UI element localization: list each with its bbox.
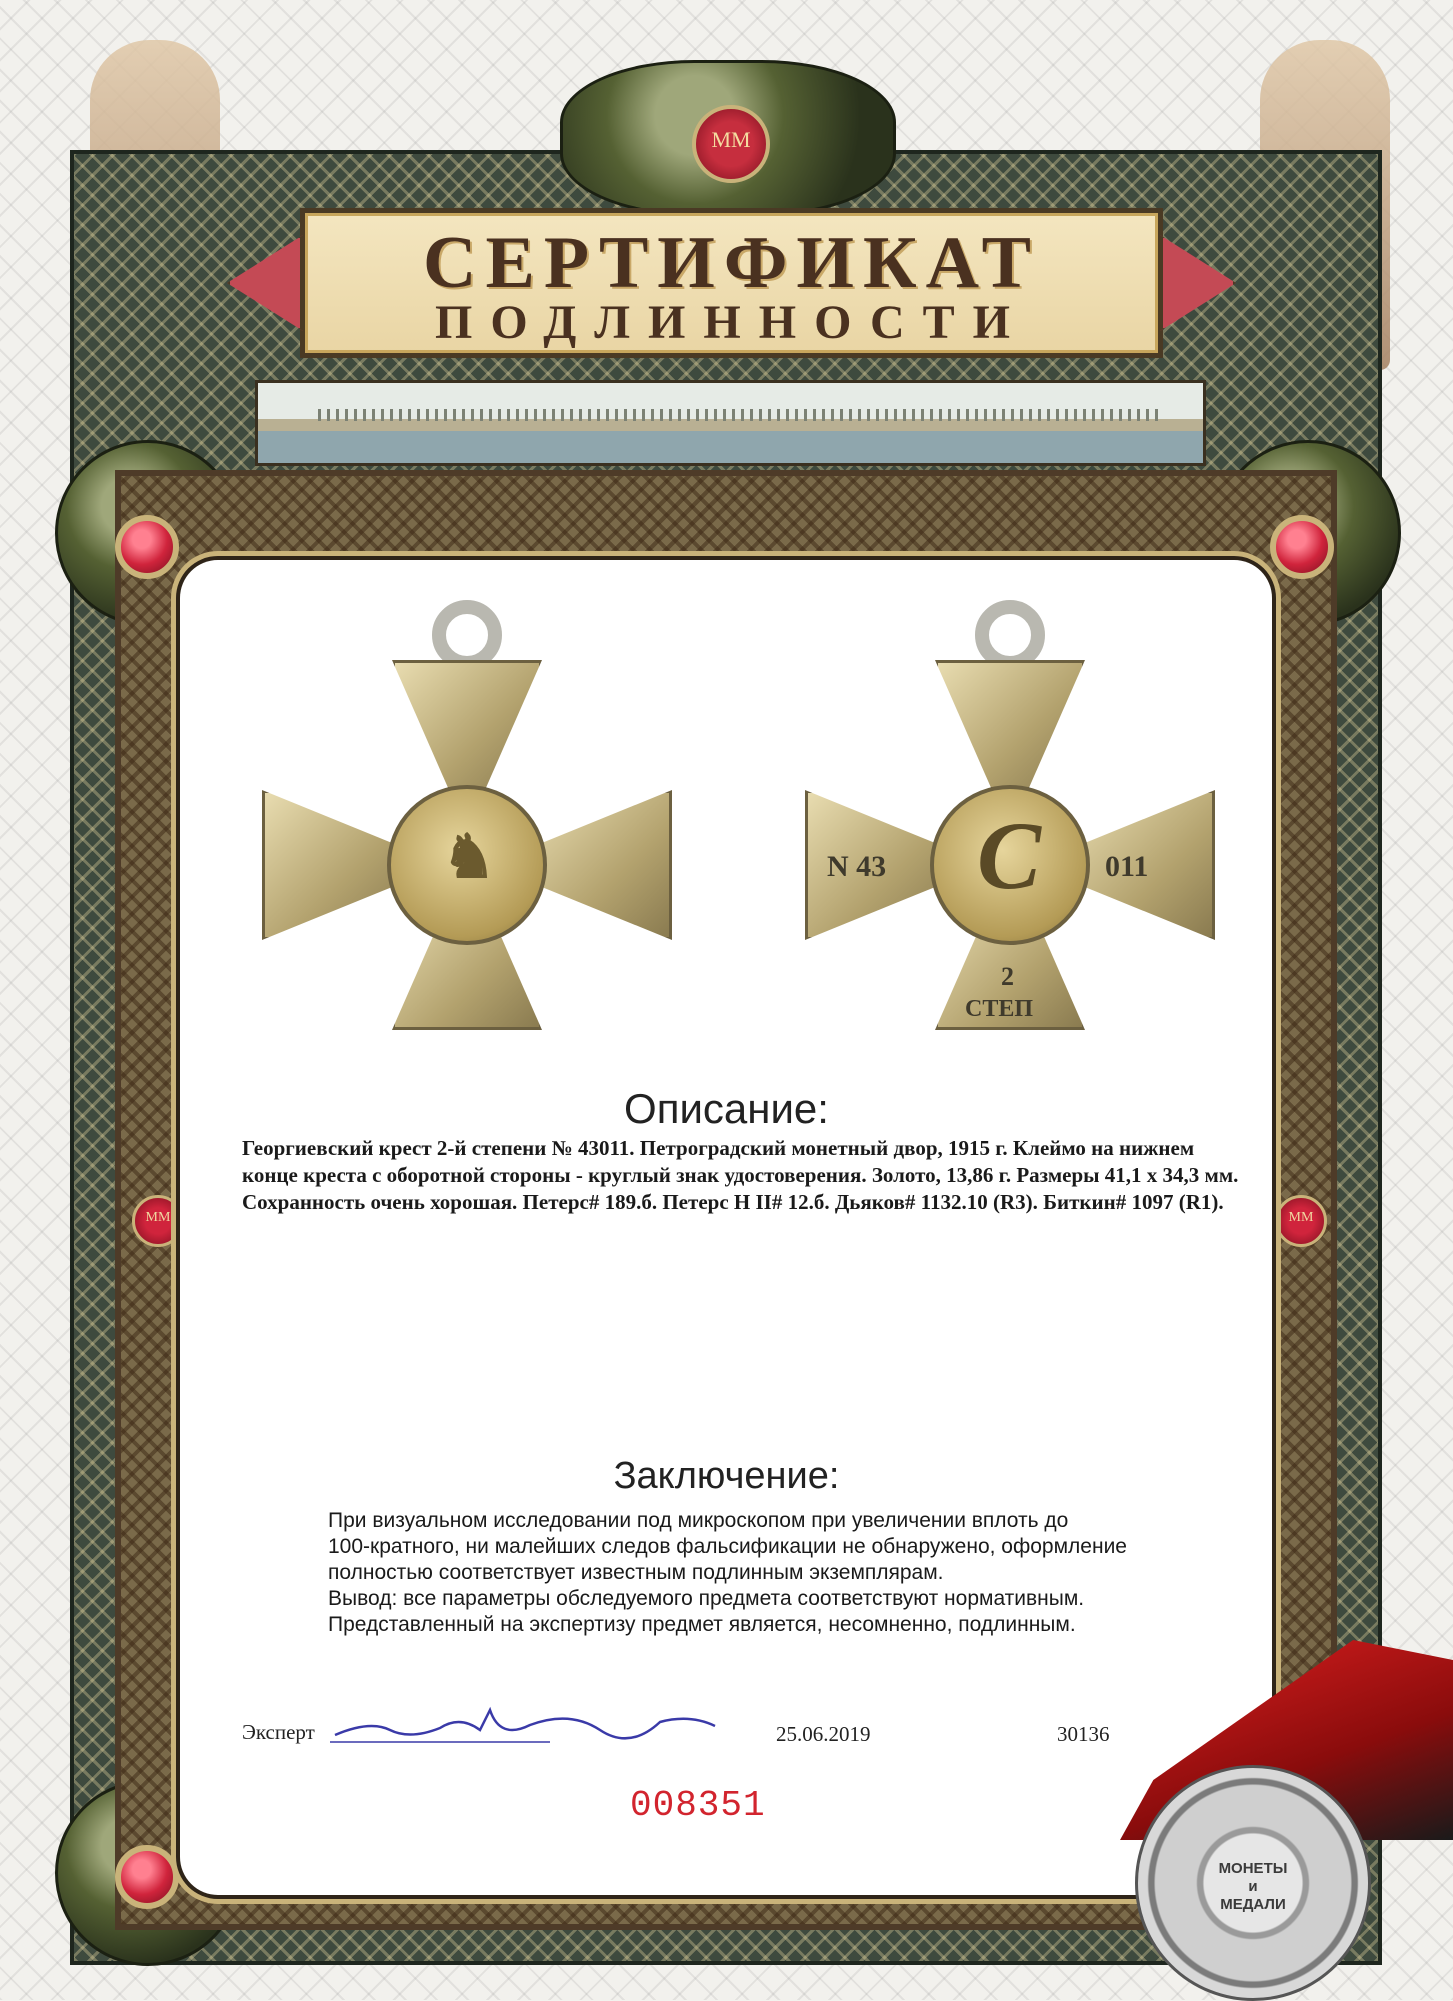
engraving-step: СТЕП (965, 996, 1034, 1022)
title-plate (300, 208, 1163, 358)
expert-label: Эксперт (242, 1720, 315, 1744)
description-text: Георгиевский крест 2-й степени № 43011. Петроградский монетный двор, 1915 г. Клеймо на нижнем конце креста с оборотной стороны - круглый знак удостоверения. Золото, 13,86 г. Размеры 41,1 х 34,3 мм. Сохранность очень хорошая. Петерс# 189.б. Петерс Н II# 12.б. Дьяков# 1132.10 (R3). Биткин# 1097 (R1). (242, 1136, 1239, 1214)
conclusion-line: Представленный на экспертизу предмет является, несомненно, подлинным. (328, 1613, 1076, 1636)
cross-reverse-image (805, 600, 1215, 1080)
conclusion-heading: Заключение: (613, 1455, 840, 1497)
engraving-left: N 43 (827, 850, 887, 883)
seal-text-line: и (1248, 1878, 1258, 1895)
conclusion-line: Вывод: все параметры обследуемого предмета соответствуют нормативным. (328, 1587, 1085, 1610)
engraving-right: 011 (1105, 850, 1149, 883)
city-panorama (255, 380, 1206, 466)
st-george-icon: ♞ (442, 824, 496, 890)
holographic-seal (1135, 1765, 1371, 2001)
serial-number: 008351 (630, 1785, 766, 1826)
seal-text-line: МОНЕТЫ (1218, 1860, 1288, 1877)
certificate-number: 30136 (1057, 1722, 1110, 1746)
certificate-subtitle: ПОДЛИННОСТИ (434, 296, 1028, 349)
conclusion-line: 100-кратного, ни малейших следов фальсификации не обнаружено, оформление (328, 1535, 1127, 1558)
seal-text-line: МЕДАЛИ (1220, 1896, 1286, 1913)
monogram-medallion-top: ММ (692, 105, 770, 183)
description-heading: Описание: (624, 1085, 829, 1132)
certificate-date: 25.06.2019 (776, 1722, 871, 1746)
rosette-top-left (115, 515, 179, 579)
conclusion-line: полностью соответствует известным подлинным экземплярам. (328, 1561, 944, 1584)
monogram-medallion-left: ММ (132, 1195, 184, 1247)
imperial-monogram-icon: C (977, 802, 1042, 909)
expert-signature (330, 1700, 720, 1750)
conclusion-text (328, 1508, 1178, 1638)
rosette-bottom-left (115, 1845, 179, 1909)
engraving-degree: 2 (1001, 962, 1014, 991)
monogram-medallion-right: ММ (1275, 1195, 1327, 1247)
certificate-title: СЕРТИФИКАТ (423, 222, 1040, 304)
rosette-top-right (1270, 515, 1334, 579)
conclusion-line: При визуальном исследовании под микроскопом при увеличении вплоть до (328, 1509, 1069, 1532)
cross-obverse-image (262, 600, 672, 1080)
